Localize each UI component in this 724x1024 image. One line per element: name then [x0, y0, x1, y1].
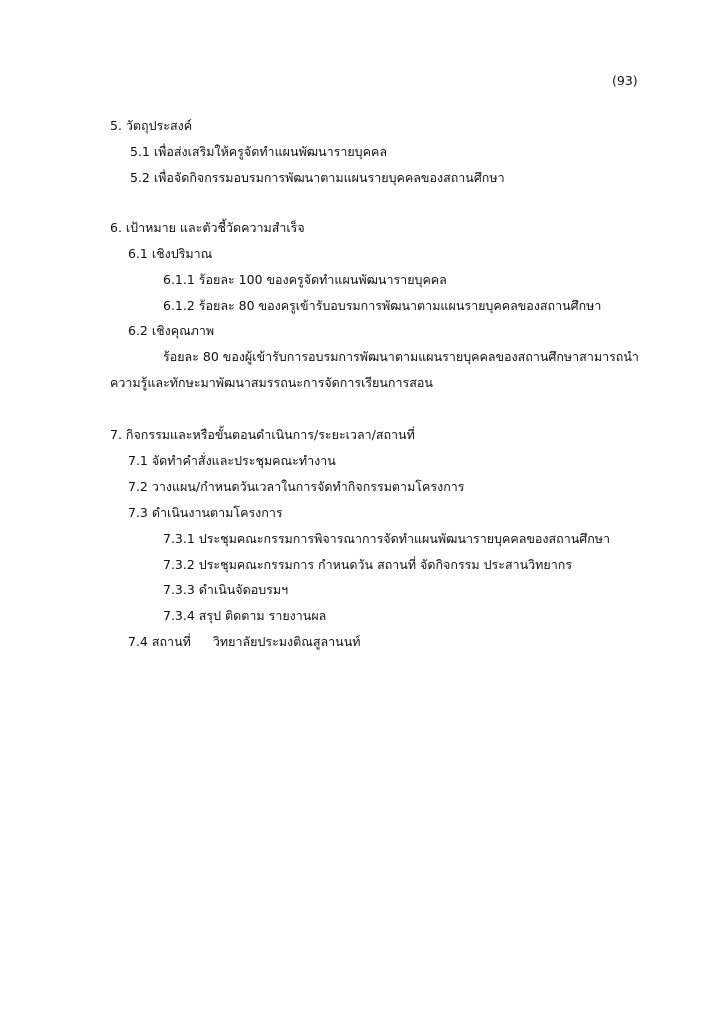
section-7-4-label: 7.4 สถานที่: [128, 634, 191, 649]
section-6-2-heading: 6.2 เชิงคุณภาพ: [128, 323, 215, 338]
section-7-4: [128, 633, 361, 651]
section-6-1-2: 6.1.2 ร้อยละ 80 ของครูเข้ารับอบรมการพัฒนาตามแผนรายบุคคลของสถานศึกษา: [163, 298, 602, 313]
page-number: (93): [612, 73, 638, 88]
section-7-3-2: 7.3.2 ประชุมคณะกรรมการ กำหนดวัน สถานที่ จัดกิจกรรม ประสานวิทยากร: [163, 557, 573, 572]
section-7-3-4: 7.3.4 สรุป ติดตาม รายงานผล: [163, 608, 327, 623]
section-7-3: 7.3 ดำเนินงานตามโครงการ: [128, 505, 283, 520]
section-5-item-1: 5.1 เพื่อส่งเสริมให้ครูจัดทำแผนพัฒนารายบุคคล: [130, 144, 387, 159]
section-5-item-2: 5.2 เพื่อจัดกิจกรรมอบรมการพัฒนาตามแผนรายบุคคลของสถานศึกษา: [130, 170, 505, 185]
section-6-2-text-line-1: ร้อยละ 80 ของผู้เข้ารับการอบรมการพัฒนาตามแผนรายบุคคลของสถานศึกษาสามารถนำ: [163, 349, 639, 364]
section-6-2-text-line-2: ความรู้และทักษะมาพัฒนาสมรรถนะการจัดการเรียนการสอน: [110, 375, 433, 390]
section-7-1: 7.1 จัดทำคำสั่งและประชุมคณะทำงาน: [128, 453, 336, 468]
section-6-1-1: 6.1.1 ร้อยละ 100 ของครูจัดทำแผนพัฒนารายบุคคล: [163, 272, 447, 287]
section-7-3-3: 7.3.3 ดำเนินจัดอบรมฯ: [163, 582, 289, 597]
section-5-heading: 5. วัตถุประสงค์: [110, 118, 193, 133]
section-7-3-1: 7.3.1 ประชุมคณะกรรมการพิจารณาการจัดทำแผนพัฒนารายบุคคลของสถานศึกษา: [163, 531, 611, 546]
section-6-heading: 6. เป้าหมาย และตัวชี้วัดความสำเร็จ: [110, 220, 305, 235]
section-7-heading: 7. กิจกรรมและหรือขั้นตอนดำเนินการ/ระยะเวลา/สถานที่: [110, 427, 415, 442]
section-6-1-heading: 6.1 เชิงปริมาณ: [128, 246, 213, 261]
section-7-2: 7.2 วางแผน/กำหนดวันเวลาในการจัดทำกิจกรรมตามโครงการ: [128, 479, 465, 494]
section-7-4-value: วิทยาลัยประมงติณสูลานนท์: [212, 634, 361, 649]
